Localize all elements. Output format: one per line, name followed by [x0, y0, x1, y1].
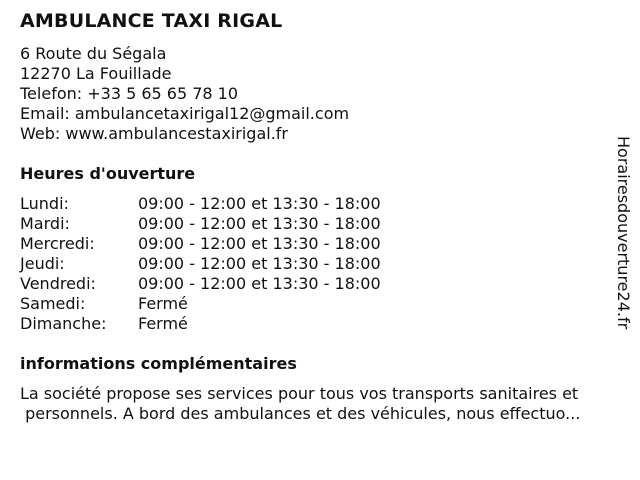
closed-label: Fermé — [138, 314, 188, 333]
closed-label: Fermé — [138, 294, 188, 313]
time-range: 09:00 - 12:00 et 13:30 - 18:00 — [138, 234, 381, 253]
postal-city: 12270 La Fouillade — [20, 64, 172, 83]
phone-line: Telefon: +33 5 65 65 78 10 — [20, 84, 239, 103]
opening-hours-heading: Heures d'ouverture — [20, 164, 196, 183]
email-line: Email: ambulancetaxirigal12@gmail.com — [20, 104, 350, 123]
day-label: Jeudi: — [20, 254, 65, 273]
info-line-1: La société propose ses services pour tous vos transports sanitaires et — [20, 384, 579, 403]
day-label: Samedi: — [20, 294, 86, 313]
additional-info-text — [20, 384, 632, 424]
hours-row-saturday — [20, 294, 188, 314]
company-name: AMBULANCE TAXI RIGAL — [20, 10, 283, 32]
time-range: 09:00 - 12:00 et 13:30 - 18:00 — [138, 214, 381, 233]
day-label: Mardi: — [20, 214, 70, 233]
info-line-2: personnels. A bord des ambulances et des véhicules, nous effectuo... — [20, 404, 581, 423]
website-line: Web: www.ambulancestaxirigal.fr — [20, 124, 289, 143]
additional-info-heading: informations complémentaires — [20, 354, 297, 373]
hours-row-tuesday — [20, 214, 381, 234]
time-range: 09:00 - 12:00 et 13:30 - 18:00 — [138, 254, 381, 273]
hours-row-sunday — [20, 314, 188, 334]
day-label: Mercredi: — [20, 234, 95, 253]
time-range: 09:00 - 12:00 et 13:30 - 18:00 — [138, 194, 381, 213]
day-label: Lundi: — [20, 194, 69, 213]
day-label: Dimanche: — [20, 314, 107, 333]
street-address: 6 Route du Ségala — [20, 44, 167, 63]
day-label: Vendredi: — [20, 274, 96, 293]
hours-row-monday — [20, 194, 381, 214]
hours-row-wednesday — [20, 234, 381, 254]
time-range: 09:00 - 12:00 et 13:30 - 18:00 — [138, 274, 381, 293]
site-watermark: Horairesdouverture24.fr — [614, 136, 633, 330]
hours-row-thursday — [20, 254, 381, 274]
hours-row-friday — [20, 274, 381, 294]
